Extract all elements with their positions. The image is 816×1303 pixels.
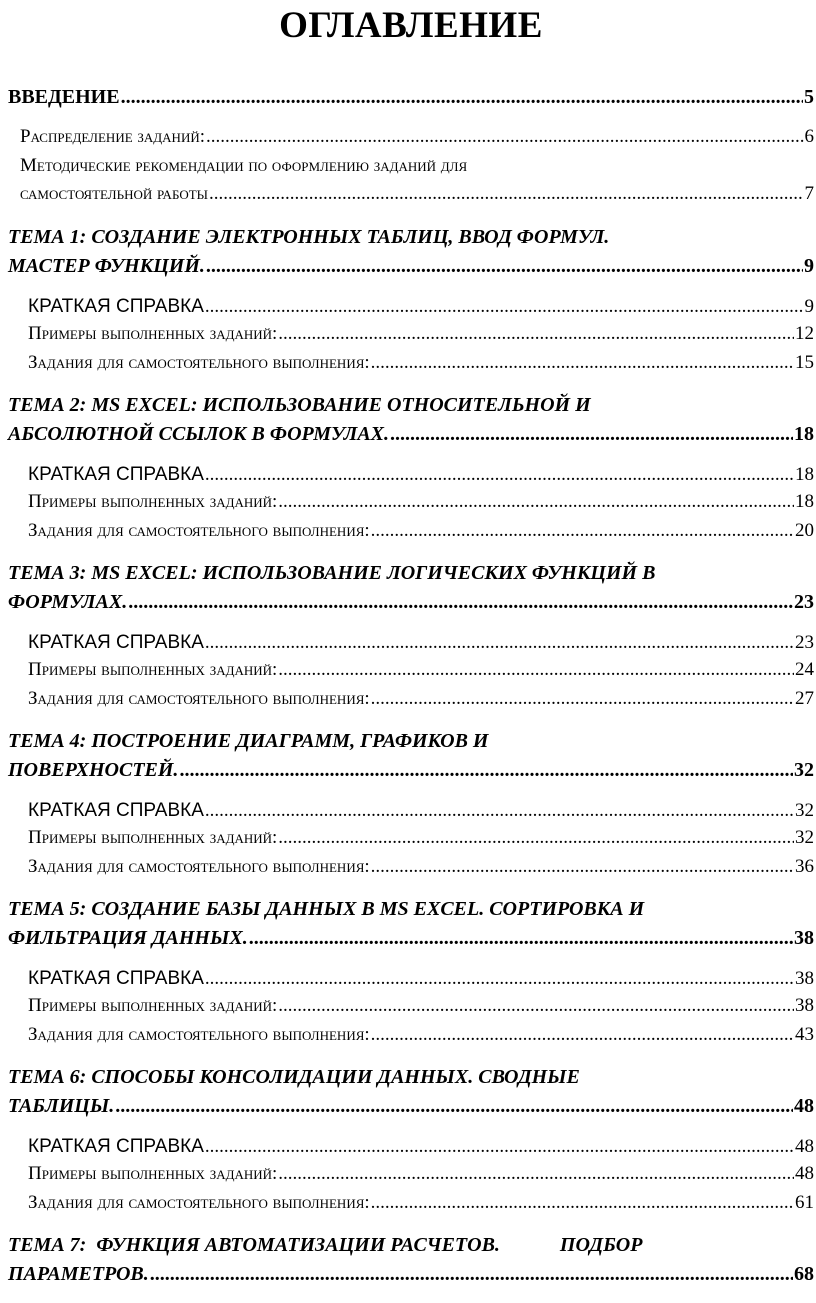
toc-entry-label: ВВЕДЕНИЕ	[8, 86, 120, 108]
dot-leader	[205, 1136, 794, 1158]
toc-theme-6-tasks[interactable]	[8, 1192, 814, 1214]
dot-leader	[371, 1192, 794, 1214]
dot-leader	[206, 126, 804, 148]
toc-page	[8, 0, 814, 1303]
toc-theme-1[interactable]	[8, 255, 814, 278]
dot-leader	[371, 856, 794, 878]
toc-theme-3[interactable]	[8, 591, 814, 614]
toc-theme-4-title-line1[interactable]: ТЕМА 4: ПОСТРОЕНИЕ ДИАГРАММ, ГРАФИКОВ И	[8, 730, 489, 752]
toc-entry-distribution[interactable]	[8, 126, 814, 148]
toc-entry-label: КРАТКАЯ СПРАВКА	[28, 632, 204, 653]
toc-page-number: 15	[795, 352, 814, 373]
dot-leader	[205, 968, 794, 990]
toc-page-number: 48	[794, 1095, 814, 1117]
dot-leader	[278, 323, 794, 345]
toc-theme-5[interactable]	[8, 927, 814, 950]
toc-theme-4-examples[interactable]	[8, 827, 814, 849]
toc-page-number: 32	[795, 827, 814, 848]
toc-theme-4-brief[interactable]	[8, 800, 814, 822]
dot-leader	[205, 632, 794, 654]
toc-page-number: 48	[795, 1136, 814, 1157]
toc-theme-2-examples[interactable]	[8, 491, 814, 513]
dot-leader	[121, 86, 803, 109]
toc-theme-5-examples[interactable]	[8, 995, 814, 1017]
dot-leader	[205, 800, 794, 822]
toc-theme-3-tasks[interactable]	[8, 688, 814, 710]
dot-leader	[206, 255, 803, 278]
dot-leader	[278, 827, 794, 849]
toc-entry-label: Задания для самостоятельного выполнения:	[28, 1192, 370, 1213]
toc-theme-2-title-line1[interactable]: ТЕМА 2: MS EXCEL: ИСПОЛЬЗОВАНИЕ ОТНОСИТЕЛЬНОЙ И	[8, 394, 591, 416]
toc-entry-label: Задания для самостоятельного выполнения:	[28, 1024, 370, 1045]
toc-entry-label: Примеры выполненных заданий:	[28, 995, 278, 1016]
toc-theme-4-tasks[interactable]	[8, 856, 814, 878]
toc-entry-label: КРАТКАЯ СПРАВКА	[28, 968, 204, 989]
toc-page-number: 12	[795, 323, 814, 344]
dot-leader	[205, 296, 804, 318]
toc-theme-5-tasks[interactable]	[8, 1024, 814, 1046]
dot-leader	[150, 1263, 793, 1286]
toc-theme-3-brief[interactable]	[8, 632, 814, 654]
toc-page-number: 61	[795, 1192, 814, 1213]
dot-leader	[278, 1163, 794, 1185]
toc-theme-label: ПАРАМЕТРОВ.	[8, 1263, 149, 1285]
toc-theme-5-brief[interactable]	[8, 968, 814, 990]
toc-entry-label: Задания для самостоятельного выполнения:	[28, 856, 370, 877]
toc-theme-6-title-line1[interactable]: ТЕМА 6: СПОСОБЫ КОНСОЛИДАЦИИ ДАННЫХ. СВОДНЫЕ	[8, 1066, 580, 1088]
toc-entry-label: Примеры выполненных заданий:	[28, 323, 278, 344]
toc-entry-label: Задания для самостоятельного выполнения:	[28, 688, 370, 709]
dot-leader	[390, 423, 793, 446]
toc-page-number: 48	[795, 1163, 814, 1184]
toc-entry-label: КРАТКАЯ СПРАВКА	[28, 1136, 204, 1157]
toc-theme-1-tasks[interactable]	[8, 352, 814, 374]
toc-theme-1-title-line1[interactable]: ТЕМА 1: СОЗДАНИЕ ЭЛЕКТРОННЫХ ТАБЛИЦ, ВВОД ФОРМУЛ.	[8, 226, 610, 248]
toc-page-number: 23	[794, 591, 814, 613]
toc-entry-label: Распределение заданий:	[20, 126, 205, 147]
toc-page-number: 6	[804, 126, 814, 147]
toc-entry-label: самостоятельной работы	[20, 183, 208, 204]
toc-page-number: 32	[795, 800, 814, 821]
toc-theme-1-brief[interactable]	[8, 296, 814, 318]
dot-leader	[371, 688, 794, 710]
toc-page-number: 18	[795, 491, 814, 512]
toc-page-number: 18	[794, 423, 814, 445]
toc-entry-label: Задания для самостоятельного выполнения:	[28, 352, 370, 373]
toc-entry-guidelines[interactable]	[8, 183, 814, 205]
toc-page-number: 68	[794, 1263, 814, 1285]
dot-leader	[209, 183, 804, 205]
toc-entry-label: Примеры выполненных заданий:	[28, 659, 278, 680]
toc-theme-3-examples[interactable]	[8, 659, 814, 681]
toc-theme-label: ФИЛЬТРАЦИЯ ДАННЫХ.	[8, 927, 248, 949]
toc-theme-label: АБСОЛЮТНОЙ ССЫЛОК В ФОРМУЛАХ.	[8, 423, 390, 445]
dot-leader	[371, 352, 794, 374]
toc-theme-2-brief[interactable]	[8, 464, 814, 486]
toc-theme-label: МАСТЕР ФУНКЦИЙ.	[8, 255, 205, 277]
toc-theme-label: ПОВЕРХНОСТЕЙ.	[8, 759, 179, 781]
toc-page-number: 24	[795, 659, 814, 680]
dot-leader	[371, 1024, 794, 1046]
toc-entry-label: Примеры выполненных заданий:	[28, 1163, 278, 1184]
toc-entry-intro[interactable]	[8, 86, 814, 109]
toc-theme-label: ТАБЛИЦЫ.	[8, 1095, 115, 1117]
page-title: ОГЛАВЛЕНИЕ	[279, 5, 543, 46]
dot-leader	[115, 1095, 793, 1118]
toc-page-number: 36	[795, 856, 814, 877]
toc-theme-label: ФОРМУЛАХ.	[8, 591, 128, 613]
toc-theme-6[interactable]	[8, 1095, 814, 1118]
toc-entry-label: КРАТКАЯ СПРАВКА	[28, 464, 204, 485]
dot-leader	[278, 491, 794, 513]
toc-theme-2-tasks[interactable]	[8, 520, 814, 542]
toc-theme-4[interactable]	[8, 759, 814, 782]
toc-theme-1-examples[interactable]	[8, 323, 814, 345]
toc-page-number: 38	[795, 995, 814, 1016]
toc-entry-label: Примеры выполненных заданий:	[28, 491, 278, 512]
toc-theme-6-brief[interactable]	[8, 1136, 814, 1158]
toc-entry-label: Примеры выполненных заданий:	[28, 827, 278, 848]
toc-theme-5-title-line1[interactable]: ТЕМА 5: СОЗДАНИЕ БАЗЫ ДАННЫХ В MS EXCEL. СОРТИРОВКА И	[8, 898, 645, 920]
toc-page-number: 18	[795, 464, 814, 485]
toc-theme-6-examples[interactable]	[8, 1163, 814, 1185]
toc-page-number: 7	[804, 183, 814, 204]
toc-theme-7-title-line1[interactable]: ТЕМА 7: ФУНКЦИЯ АВТОМАТИЗАЦИИ РАСЧЕТОВ. ПОДБОР	[8, 1234, 643, 1256]
dot-leader	[128, 591, 793, 614]
toc-theme-3-title-line1[interactable]: ТЕМА 3: MS EXCEL: ИСПОЛЬЗОВАНИЕ ЛОГИЧЕСКИХ ФУНКЦИЙ В	[8, 562, 656, 584]
toc-theme-2[interactable]	[8, 423, 814, 446]
dot-leader	[179, 759, 793, 782]
toc-entry-label: КРАТКАЯ СПРАВКА	[28, 800, 204, 821]
toc-entry-guidelines-line1[interactable]: Методические рекомендации по оформлению заданий для	[20, 155, 468, 176]
dot-leader	[278, 995, 794, 1017]
dot-leader	[249, 927, 793, 950]
toc-entry-label: Задания для самостоятельного выполнения:	[28, 520, 370, 541]
toc-page-number: 27	[795, 688, 814, 709]
toc-page-number: 20	[795, 520, 814, 541]
toc-page-number: 38	[794, 927, 814, 949]
toc-page-number: 32	[794, 759, 814, 781]
toc-page-number: 23	[795, 632, 814, 653]
toc-page-number: 38	[795, 968, 814, 989]
toc-page-number: 9	[804, 255, 814, 277]
toc-entry-label: КРАТКАЯ СПРАВКА	[28, 296, 204, 317]
dot-leader	[371, 520, 794, 542]
toc-page-number: 5	[804, 86, 814, 108]
toc-page-number: 43	[795, 1024, 814, 1045]
dot-leader	[278, 659, 794, 681]
dot-leader	[205, 464, 794, 486]
toc-page-number: 9	[804, 296, 814, 317]
toc-theme-7[interactable]	[8, 1263, 814, 1286]
